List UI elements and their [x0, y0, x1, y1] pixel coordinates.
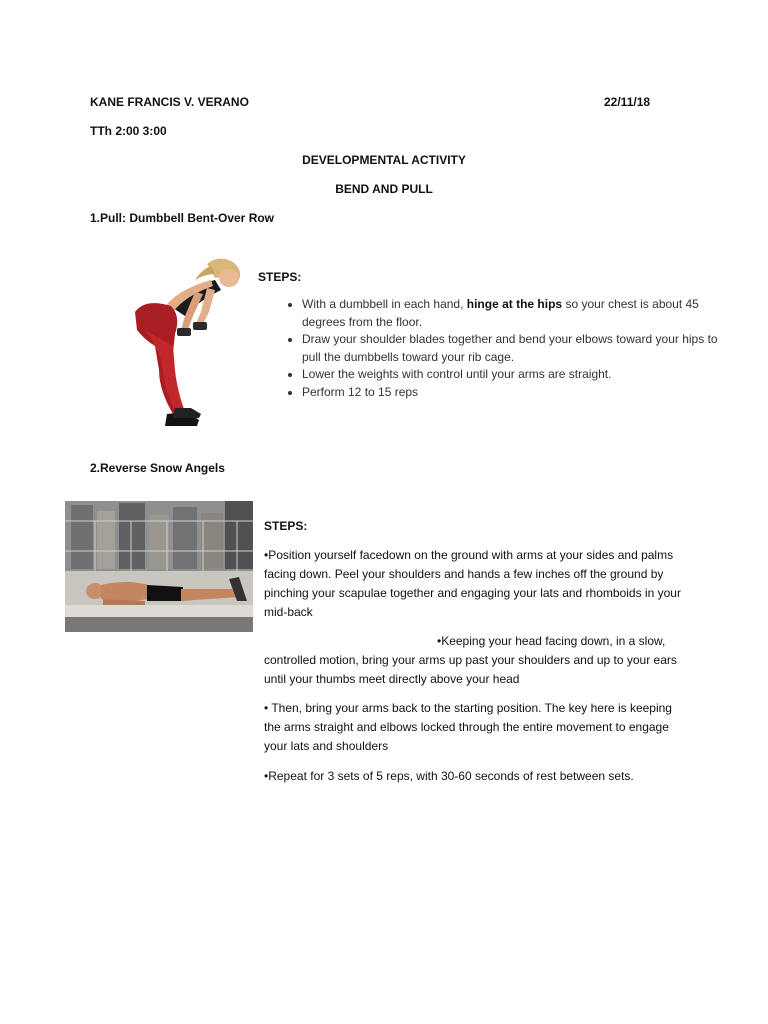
exercise2-step-2: •Keeping your head facing down, in a slow, controlled motion, bring your arms up past your shoulders and up to your ears until your thumbs meet directly above your head [264, 634, 677, 686]
exercise2-step-4: •Repeat for 3 sets of 5 reps, with 30-60 seconds of rest between sets. [264, 769, 634, 783]
list-item: • Draw your shoulder blades together and bend your elbows toward your hips to pull the dumbbells toward your rib cage. [302, 331, 722, 366]
bent-over-row-image [115, 250, 245, 445]
exercise1-steps-list [282, 296, 722, 401]
exercise1-heading: 1.Pull: Dumbbell Bent-Over Row [90, 211, 275, 225]
list-item: • Lower the weights with control until your arms are straight. [302, 366, 722, 384]
topic-title: BEND AND PULL [335, 182, 433, 196]
exercise2-heading: 2.Reverse Snow Angels [90, 461, 225, 475]
activity-title: DEVELOPMENTAL ACTIVITY [302, 153, 466, 167]
exercise2-step-1: •Position yourself facedown on the ground with arms at your sides and palms facing down. Peel your shoulders and hands a few inches off the ground by pinching your scapulae together and engaging your lats and rhomboids in your mid-back [264, 548, 681, 619]
exercise2-steps-label: STEPS: [264, 519, 308, 533]
exercise2-step-3: • Then, bring your arms back to the starting position. The key here is keeping the arms straight and elbows locked through the entire movement to engage your lats and shoulders [264, 701, 672, 753]
student-name: KANE FRANCIS V. VERANO [90, 95, 249, 109]
exercise1-steps-label: STEPS: [258, 270, 302, 284]
document-date: 22/11/18 [604, 95, 651, 109]
list-item: • With a dumbbell in each hand, hinge at the hips so your chest is about 45 degrees from the floor. [302, 296, 722, 331]
class-schedule: TTh 2:00 3:00 [90, 124, 167, 138]
reverse-snow-angels-image [65, 501, 253, 632]
list-item: • Perform 12 to 15 reps [302, 384, 722, 402]
